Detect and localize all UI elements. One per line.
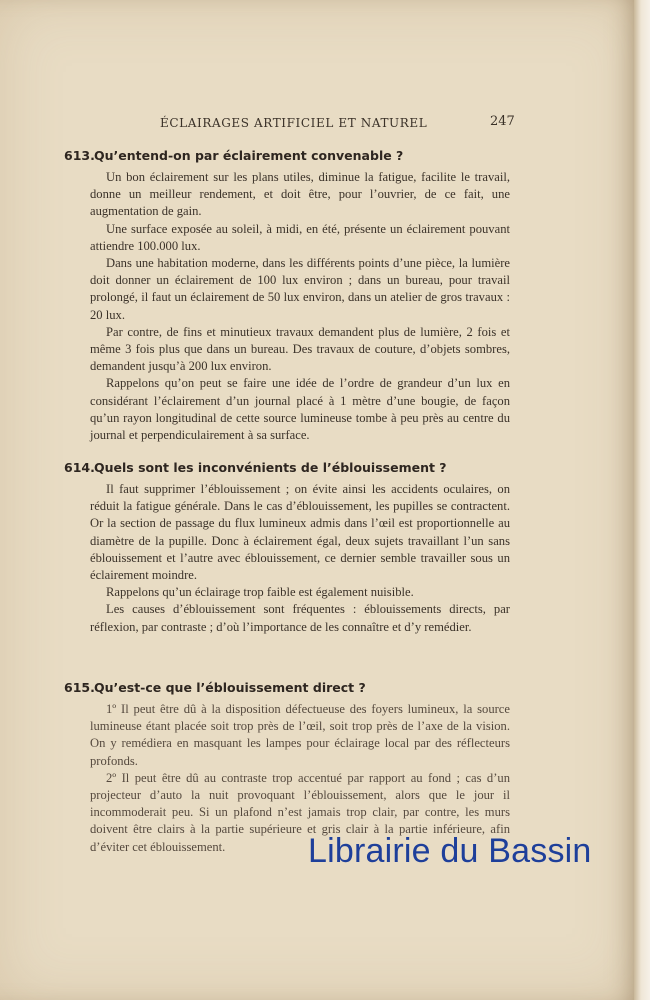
question-text: Qu’entend-on par éclairement convenable ?	[94, 148, 404, 163]
paragraph: Par contre, de fins et minutieux travaux demandent plus de lumière, 2 fois et même 3 fois plus que dans un bureau. Des travaux de couture, d’objets sombres, demandent jusqu’à 200 lux environ.	[90, 324, 510, 374]
paragraph: Un bon éclairement sur les plans utiles, diminue la fatigue, facilite le travail, donne un meilleur rendement, et doit être, pour l’ouvrier, de ce fait, une augmentation de gain.	[90, 170, 510, 219]
section-614	[64, 460, 514, 636]
paragraph: Les causes d’éblouissement sont fréquentes : éblouissements directs, par réflexion, par contraste ; d’où l’importance de les connaître et d’y remédier.	[90, 602, 510, 634]
question-text: Quels sont les inconvénients de l’éblouissement ?	[94, 460, 447, 475]
watermark: Librairie du Bassin	[308, 832, 592, 870]
question-title	[64, 460, 514, 475]
page-edge	[634, 0, 650, 1000]
paragraph: Une surface exposée au soleil, à midi, en été, présente un éclairement pouvant attiendre 100.000 lux.	[90, 221, 510, 253]
question-number: 614.	[64, 460, 95, 475]
paragraph: 1º Il peut être dû à la disposition défectueuse des foyers lumineux, la source lumineuse étant placée soit trop près de l’œil, soit trop près de l’axe de la vision. On y remédiera en masquant les lampes pour éclairage local par des réflecteurs profonds.	[90, 702, 510, 768]
running-header: ÉCLAIRAGES ARTIFICIEL ET NATUREL	[160, 116, 428, 130]
question-title	[64, 680, 514, 695]
section-615	[64, 680, 514, 856]
answer-body	[90, 169, 510, 444]
paragraph: Rappelons qu’un éclairage trop faible est également nuisible.	[106, 585, 414, 600]
paragraph: Rappelons qu’on peut se faire une idée de l’ordre de grandeur d’un lux en considérant l’éclairement d’un journal placé à 1 mètre d’une bougie, de façon qu’un rayon longitudinal de cette source lumineuse tombe à peu près au centre du journal et perpendiculairement à sa surface.	[90, 376, 510, 443]
question-number: 615.	[64, 680, 95, 695]
question-text: Qu’est-ce que l’éblouissement direct ?	[94, 680, 366, 695]
page-number: 247	[490, 114, 515, 129]
paragraph: 2º Il peut être dû au contraste trop accentué par rapport au fond ; cas d’un projecteur d’auto la nuit provoquant l’éblouissement, alors que le jour il incommoderait peu. Si un plafond n’est jamais trop clair, par contre, les murs doivent être clairs à la partie supérieure et gris clair à la partie inférieure, afin d’éviter cet éblouissement.	[90, 770, 510, 854]
section-613	[64, 148, 514, 444]
question-title	[64, 148, 514, 163]
question-number: 613.	[64, 148, 95, 163]
answer-body	[90, 481, 510, 636]
paragraph: Dans une habitation moderne, dans les différents points d’une pièce, la lumière doit donner un éclairement de 100 lux environ ; dans un bureau, pour travail prolongé, il faut un éclairement de 50 lux environ, dans un atelier de gros travaux : 20 lux.	[90, 256, 510, 322]
paragraph: Il faut supprimer l’éblouissement ; on évite ainsi les accidents oculaires, on réduit la fatigue générale. Dans le cas d’éblouissement, les pupilles se contractent. Or la section de passage du flux lumineux admis dans l’œil est proportionnelle au diamètre de la pupille. Donc à éclairement égal, deux sujets travaillant l’un sans éblouissement et l’autre avec éblouissement, ce dernier semble travailler sous un éclairement moindre.	[90, 482, 510, 583]
